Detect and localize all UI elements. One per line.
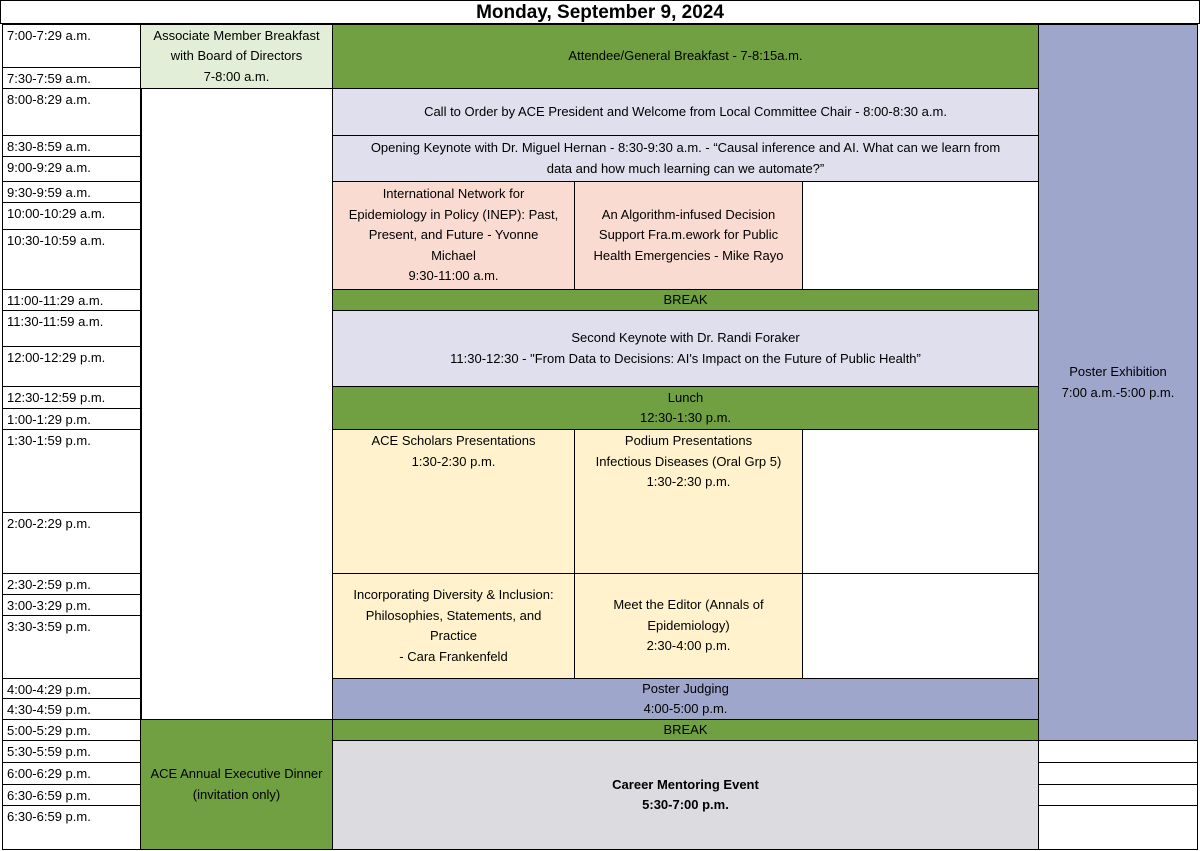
time-slot: 4:00-4:29 p.m. bbox=[2, 678, 141, 699]
time-slot: 8:00-8:29 a.m. bbox=[2, 88, 141, 136]
empty-cell bbox=[140, 88, 142, 136]
call-to-order bbox=[332, 88, 1039, 136]
time-slot: 2:30-2:59 p.m. bbox=[2, 573, 141, 595]
event-text-line: - Cara Frankenfeld bbox=[399, 648, 508, 664]
event-text-line: data and how much learning can we automate?” bbox=[546, 160, 825, 176]
event-text-line: ACE Scholars Presentations bbox=[371, 433, 536, 448]
poster-judging bbox=[332, 678, 1039, 720]
ace-scholars bbox=[332, 429, 575, 574]
executive-dinner bbox=[140, 719, 333, 850]
second-keynote bbox=[332, 310, 1039, 387]
empty-cell bbox=[140, 289, 142, 311]
event-text-line: Michael bbox=[431, 247, 476, 263]
event-text-line: Incorporating Diversity & Inclusion: bbox=[353, 587, 554, 602]
empty-cell bbox=[140, 310, 142, 387]
event-text-line: 1:30-2:30 p.m. bbox=[411, 453, 496, 469]
event-text-line: Meet the Editor (Annals of bbox=[613, 597, 764, 613]
event-text-line: Practice bbox=[430, 628, 477, 643]
event-text-line: Second Keynote with Dr. Randi Foraker bbox=[571, 330, 800, 345]
event-text-line: International Network for bbox=[382, 186, 525, 202]
empty-cell bbox=[1038, 762, 1198, 785]
time-slot: 1:30-1:59 p.m. bbox=[2, 429, 141, 513]
event-text-line: Call to Order by ACE President and Welcome from Local Committee Chair - 8:00-8:30 a.m. bbox=[424, 103, 947, 119]
time-slot: 11:00-11:29 a.m. bbox=[2, 289, 141, 311]
time-slot: 3:30-3:59 p.m. bbox=[2, 615, 141, 679]
event-text-line: 5:30-7:00 p.m. bbox=[642, 797, 729, 812]
opening-keynote bbox=[332, 135, 1039, 182]
time-slot: 7:30-7:59 a.m. bbox=[2, 67, 141, 89]
time-slot: 6:00-6:29 p.m. bbox=[2, 762, 141, 785]
empty-cell bbox=[140, 429, 142, 513]
time-slot: 9:00-9:29 a.m. bbox=[2, 156, 141, 182]
time-slot: 2:00-2:29 p.m. bbox=[2, 512, 141, 574]
time-slot: 10:00-10:29 a.m. bbox=[2, 202, 141, 230]
empty-cell bbox=[140, 573, 142, 679]
event-text-line: ACE Annual Executive Dinner bbox=[150, 766, 323, 781]
time-slot: 4:30-4:59 p.m. bbox=[2, 698, 141, 720]
event-text-line: Opening Keynote with Dr. Miguel Hernan - 8:30-9:30 a.m. - “Causal inference and AI. What can we learn from bbox=[370, 140, 1001, 155]
event-text-line: (invitation only) bbox=[192, 786, 281, 802]
time-slot: 11:30-11:59 a.m. bbox=[2, 310, 141, 347]
time-slot: 12:00-12:29 p.m. bbox=[2, 346, 141, 387]
event-text-line: Poster Exhibition bbox=[1069, 364, 1167, 379]
empty-cell bbox=[140, 698, 142, 720]
career-mentoring bbox=[332, 740, 1039, 850]
event-text-line: An Algorithm-infused Decision bbox=[601, 206, 776, 222]
event-text-line: 1:30-2:30 p.m. bbox=[646, 474, 731, 489]
time-slot: 3:00-3:29 p.m. bbox=[2, 594, 141, 616]
poster-exhibition bbox=[1038, 24, 1198, 741]
empty-cell bbox=[1038, 740, 1198, 763]
event-text-line: Health Emergencies - Mike Rayo bbox=[593, 247, 784, 263]
empty-cell bbox=[140, 181, 142, 290]
empty-cell bbox=[140, 678, 142, 699]
event-text-line: 2:30-4:00 p.m. bbox=[646, 638, 731, 654]
time-slot: 10:30-10:59 a.m. bbox=[2, 229, 141, 290]
empty-cell bbox=[1038, 805, 1198, 850]
event-text-line: Career Mentoring Event bbox=[612, 776, 759, 792]
event-text-line: 9:30-11:00 a.m. bbox=[408, 268, 499, 284]
time-slot: 1:00-1:29 p.m. bbox=[2, 408, 141, 430]
algorithm-session bbox=[574, 181, 803, 290]
event-text-line: Associate Member Breakfast bbox=[153, 27, 320, 43]
empty-cell bbox=[802, 429, 1039, 574]
empty-cell bbox=[802, 573, 1039, 679]
empty-cell bbox=[140, 408, 142, 430]
event-text-line: Support Fra.m.ework for Public bbox=[598, 227, 779, 243]
time-slot: 9:30-9:59 a.m. bbox=[2, 181, 141, 203]
event-text-line: BREAK bbox=[663, 291, 708, 307]
event-text-line: Poster Judging bbox=[642, 680, 729, 696]
event-text-line: Attendee/General Breakfast - 7-8:15a.m. bbox=[568, 48, 803, 64]
event-text-line: 7-8:00 a.m. bbox=[203, 68, 270, 84]
event-text-line: Podium Presentations bbox=[624, 433, 753, 448]
event-text-line: 12:30-1:30 p.m. bbox=[639, 410, 732, 425]
event-text-line: Epidemiology) bbox=[647, 617, 730, 633]
time-slot: 12:30-12:59 p.m. bbox=[2, 386, 141, 409]
event-text-line: Infectious Diseases (Oral Grp 5) bbox=[595, 453, 782, 469]
empty-cell bbox=[1038, 784, 1198, 806]
time-slot: 6:30-6:59 p.m. bbox=[2, 784, 141, 806]
event-text-line: Lunch bbox=[667, 389, 704, 405]
time-slot: 5:30-5:59 p.m. bbox=[2, 740, 141, 763]
time-slot: 8:30-8:59 a.m. bbox=[2, 135, 141, 157]
inep-session bbox=[332, 181, 575, 290]
empty-cell bbox=[140, 386, 142, 409]
meet-the-editor bbox=[574, 573, 803, 679]
break-afternoon bbox=[332, 719, 1039, 741]
event-text-line: with Board of Directors bbox=[170, 48, 303, 64]
empty-cell bbox=[140, 512, 142, 574]
event-text-line: Philosophies, Statements, and bbox=[365, 607, 542, 623]
time-slot: 7:00-7:29 a.m. bbox=[2, 24, 141, 68]
event-text-line: 7:00 a.m.-5:00 p.m. bbox=[1061, 384, 1175, 400]
podium-presentations bbox=[574, 429, 803, 574]
event-text-line: Present, and Future - Yvonne bbox=[368, 227, 539, 243]
event-text-line: BREAK bbox=[663, 721, 708, 737]
empty-cell bbox=[140, 135, 142, 182]
associate-breakfast bbox=[140, 24, 333, 89]
page-title: Monday, September 9, 2024 bbox=[0, 0, 1200, 24]
time-slot: 5:00-5:29 p.m. bbox=[2, 719, 141, 741]
time-slot: 6:30-6:59 p.m. bbox=[2, 805, 141, 850]
event-text-line: 11:30-12:30 - "From Data to Decisions: AI's Impact on the Future of Public Health” bbox=[450, 350, 921, 366]
diversity-session bbox=[332, 573, 575, 679]
event-text-line: 4:00-5:00 p.m. bbox=[643, 701, 728, 716]
event-text-line: Epidemiology in Policy (INEP): Past, bbox=[348, 206, 559, 222]
break-morning bbox=[332, 289, 1039, 311]
general-breakfast bbox=[332, 24, 1039, 89]
lunch bbox=[332, 386, 1039, 430]
empty-cell bbox=[802, 181, 1039, 290]
